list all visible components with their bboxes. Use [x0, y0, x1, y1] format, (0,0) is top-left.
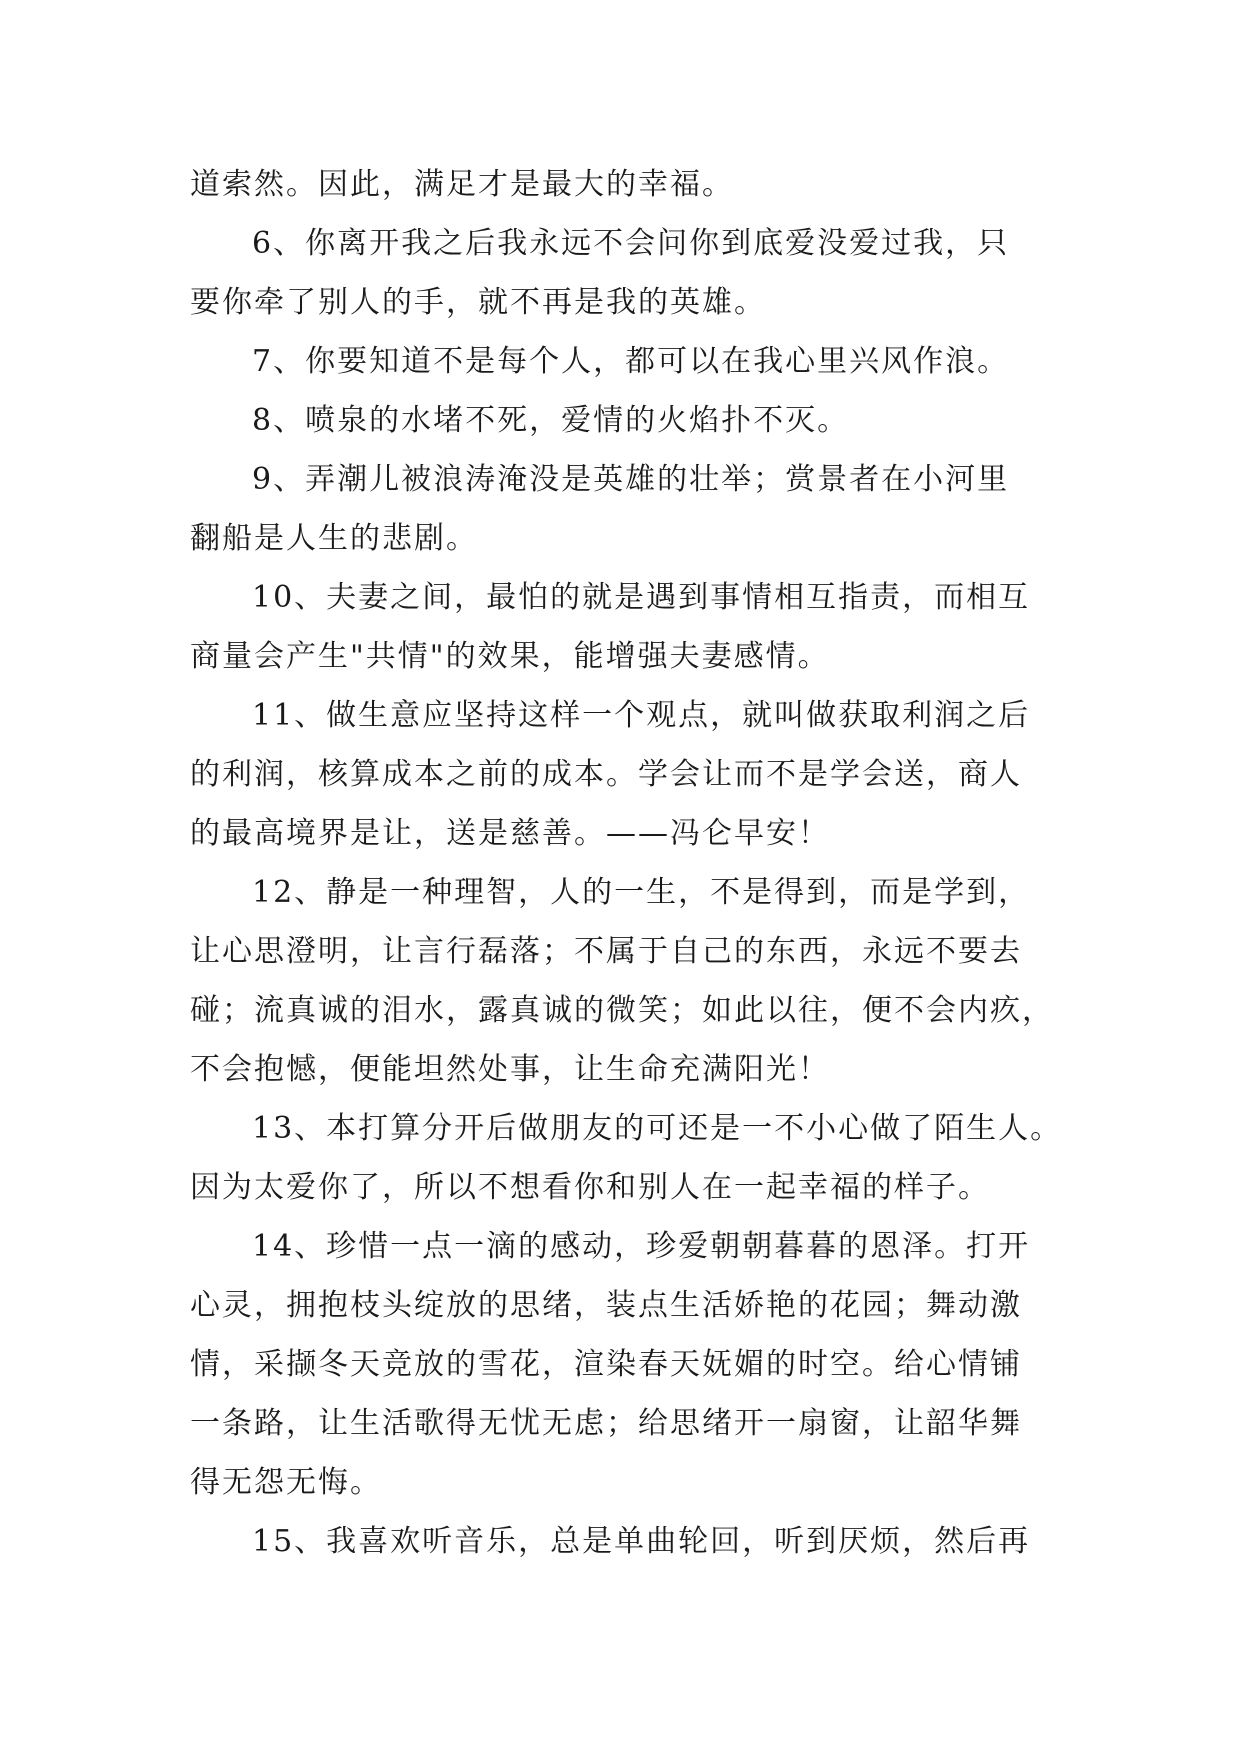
text-line: 一条路，让生活歌得无忧无虑；给思绪开一扇窗，让韶华舞 [190, 1406, 1022, 1441]
document-page [190, 155, 1063, 1571]
text-line: 10、夫妻之间，最怕的就是遇到事情相互指责，而相互 [252, 580, 1031, 615]
text-line: 7、你要知道不是每个人，都可以在我心里兴风作浪。 [252, 344, 1010, 379]
text-line: 15、我喜欢听音乐，总是单曲轮回，听到厌烦，然后再 [252, 1524, 1031, 1559]
text-line: 的最高境界是让，送是慈善。——冯仑早安！ [190, 816, 830, 851]
text-line: 让心思澄明，让言行磊落；不属于自己的东西，永远不要去 [190, 934, 1022, 969]
text-line: 的利润，核算成本之前的成本。学会让而不是学会送，商人 [190, 757, 1022, 792]
text-line: 14、珍惜一点一滴的感动，珍爱朝朝暮暮的恩泽。打开 [252, 1229, 1031, 1264]
text-line: 13、本打算分开后做朋友的可还是一不小心做了陌生人。 [252, 1111, 1063, 1146]
text-line: 不会抱憾，便能坦然处事，让生命充满阳光！ [190, 1052, 830, 1087]
text-line: 8、喷泉的水堵不死，爱情的火焰扑不灭。 [252, 403, 850, 438]
text-line: 因为太爱你了，所以不想看你和别人在一起幸福的样子。 [190, 1170, 990, 1205]
text-line: 商量会产生"共情"的效果，能增强夫妻感情。 [190, 639, 830, 674]
text-line: 心灵，拥抱枝头绽放的思绪，装点生活娇艳的花园；舞动激 [190, 1288, 1022, 1323]
text-line: 11、做生意应坚持这样一个观点，就叫做获取利润之后 [252, 698, 1031, 733]
text-line: 6、你离开我之后我永远不会问你到底爱没爱过我，只 [252, 226, 1010, 261]
text-line: 9、弄潮儿被浪涛淹没是英雄的壮举；赏景者在小河里 [252, 462, 1010, 497]
text-line: 情，采撷冬天竞放的雪花，渲染春天妩媚的时空。给心情铺 [190, 1347, 1022, 1382]
text-line: 翻船是人生的悲剧。 [190, 521, 478, 556]
text-line: 道索然。因此，满足才是最大的幸福。 [190, 167, 734, 202]
text-line: 12、静是一种理智，人的一生，不是得到，而是学到， [252, 875, 1031, 910]
text-line: 得无怨无悔。 [190, 1465, 382, 1500]
text-line: 碰；流真诚的泪水，露真诚的微笑；如此以往，便不会内疚， [190, 993, 1054, 1028]
text-line: 要你牵了别人的手，就不再是我的英雄。 [190, 285, 766, 320]
